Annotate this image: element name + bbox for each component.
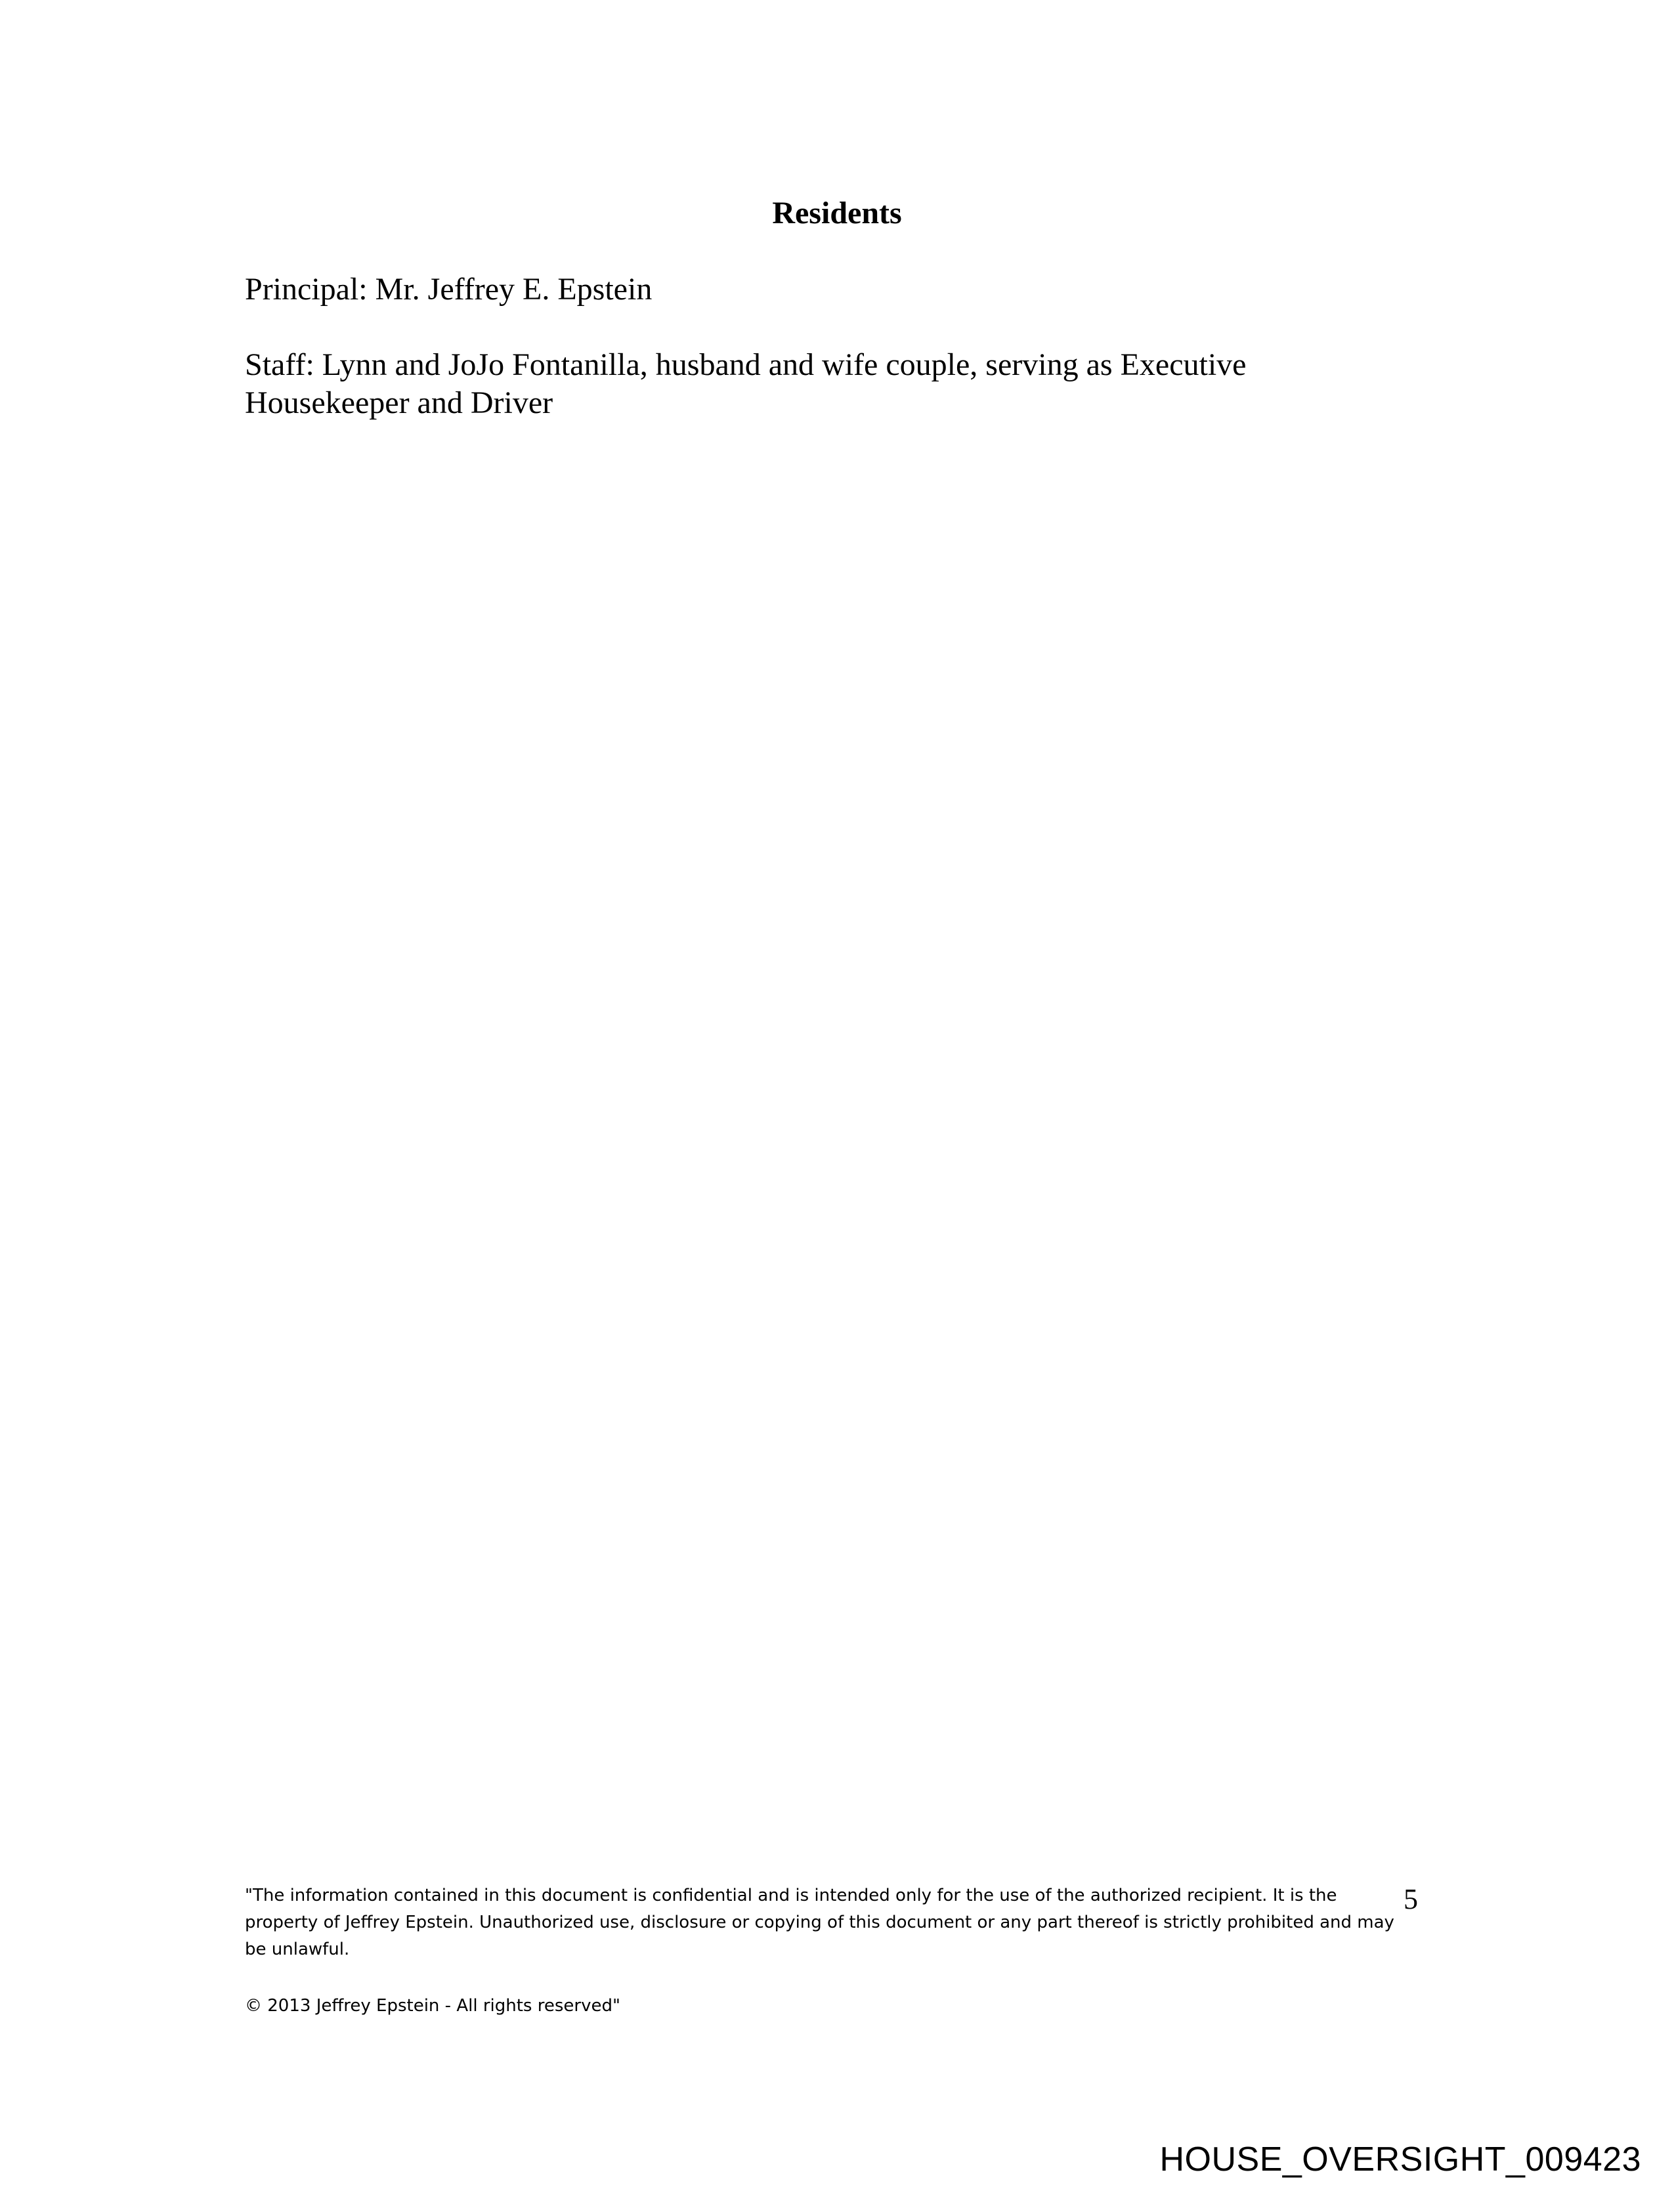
- page-heading: Residents: [772, 196, 902, 230]
- copyright-notice: © 2013 Jeffrey Epstein - All rights reserved": [245, 1996, 620, 2016]
- bates-stamp: HOUSE_OVERSIGHT_009423: [1159, 2140, 1641, 2179]
- page-number: 5: [1404, 1883, 1418, 1915]
- staff-line: Staff: Lynn and JoJo Fontanilla, husband and wife couple, serving as Executive Housekeeper and Driver: [245, 347, 1247, 420]
- confidentiality-notice: "The information contained in this document is confidential and is intended only for the use of the authorized recipient. It is the property of Jeffrey Epstein. Unauthorized use, disclosure or copying of this document or any part thereof is strictly prohibited and may be unlawful.: [245, 1886, 1394, 1959]
- principal-line: Principal: Mr. Jeffrey E. Epstein: [245, 272, 653, 307]
